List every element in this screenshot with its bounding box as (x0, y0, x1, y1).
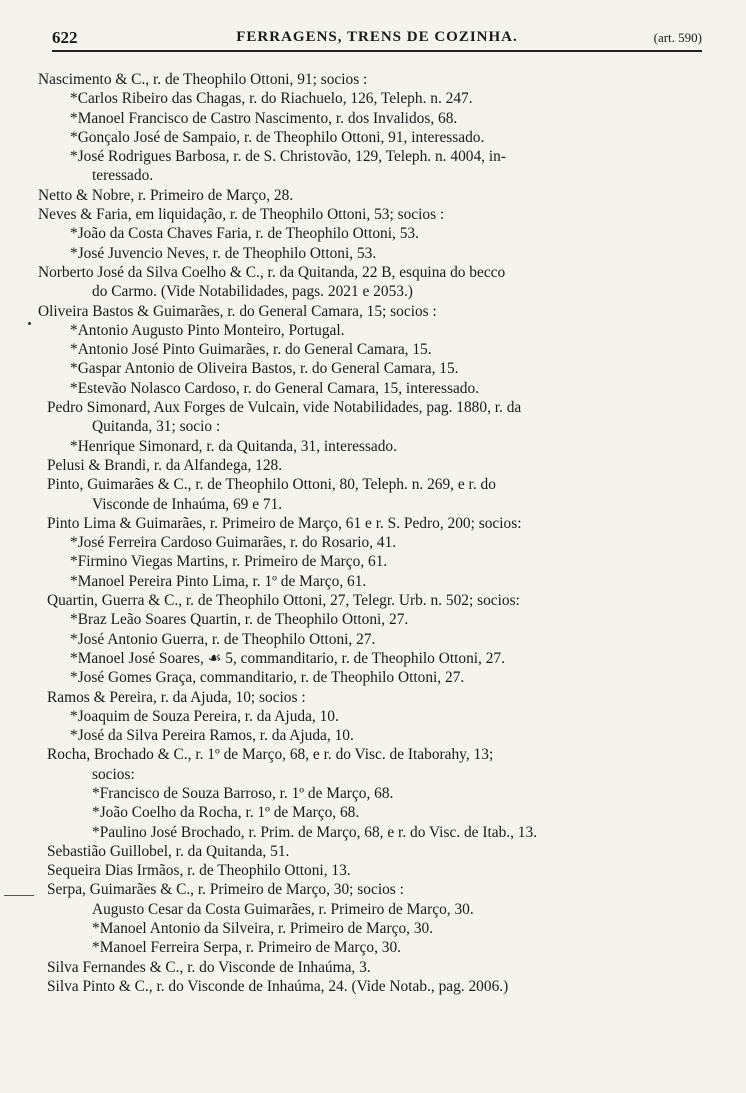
entry-line: Visconde de Inhaúma, 69 e 71. (92, 495, 283, 513)
entry-line: Ramos & Pereira, r. da Ajuda, 10; socios : (47, 688, 306, 706)
entry-line: *José Ferreira Cardoso Guimarães, r. do Rosario, 41. (70, 534, 397, 552)
entry-line: *Joaquim de Souza Pereira, r. da Ajuda, 10. (70, 707, 339, 725)
entry-line: teressado. (92, 167, 154, 185)
entry-line: *Antonio Augusto Pinto Monteiro, Portugal. (70, 321, 345, 339)
entry-line: Nascimento & C., r. de Theophilo Ottoni, 91; socios : (38, 71, 368, 88)
entry-line: *José Juvencio Neves, r. de Theophilo Ottoni, 53. (70, 244, 377, 262)
entry-line: *José Rodrigues Barbosa, r. de S. Christovão, 129, Teleph. n. 4004, in- (70, 148, 506, 166)
entry-line: *Antonio José Pinto Guimarães, r. do General Camara, 15. (70, 341, 432, 359)
margin-dash (4, 895, 34, 896)
entry-line: *Estevão Nolasco Cardoso, r. do General Camara, 15, interessado. (70, 379, 480, 397)
entry-line: Serpa, Guimarães & C., r. Primeiro de Março, 30; socios : (47, 881, 404, 899)
entry-line: *José da Silva Pereira Ramos, r. da Ajuda, 10. (70, 727, 354, 745)
entry-line: Norberto José da Silva Coelho & C., r. da Quitanda, 22 B, esquina do becco (38, 263, 506, 281)
entry-line: *Braz Leão Soares Quartin, r. de Theophilo Ottoni, 27. (70, 611, 409, 629)
entry-line: Pinto, Guimarães & C., r. de Theophilo Ottoni, 80, Teleph. n. 269, e r. do (47, 476, 496, 494)
entry-line: *José Antonio Guerra, r. de Theophilo Ottoni, 27. (70, 630, 376, 648)
running-header (52, 28, 702, 52)
entry-line: *João da Costa Chaves Faria, r. de Theophilo Ottoni, 53. (70, 225, 419, 243)
entry-line: Quitanda, 31; socio : (92, 418, 221, 436)
entry-line: do Carmo. (Vide Notabilidades, pags. 2021 e 2053.) (92, 283, 413, 301)
directory-listing (34, 70, 694, 996)
entry-line: *Manoel Ferreira Serpa, r. Primeiro de Março, 30. (92, 939, 401, 957)
entry-line: Rocha, Brochado & C., r. 1º de Março, 68, e r. do Visc. de Itaborahy, 13; (47, 746, 494, 764)
entry-line: Augusto Cesar da Costa Guimarães, r. Primeiro de Março, 30. (92, 900, 474, 918)
entry-line: Netto & Nobre, r. Primeiro de Março, 28. (38, 186, 294, 204)
entry-line: *João Coelho da Rocha, r. 1º de Março, 68. (92, 804, 360, 822)
margin-mark (28, 322, 31, 325)
entry-line: Pedro Simonard, Aux Forges de Vulcain, vide Notabilidades, pag. 1880, r. da (47, 399, 522, 417)
entry-line: socios: (92, 765, 135, 783)
entry-line: *Firmino Viegas Martins, r. Primeiro de Março, 61. (70, 553, 388, 571)
entry-line: Neves & Faria, em liquidação, r. de Theophilo Ottoni, 53; socios : (38, 206, 445, 224)
entry-line: *José Gomes Graça, commanditario, r. de Theophilo Ottoni, 27. (70, 669, 465, 687)
page-title: FERRAGENS, TRENS DE COZINHA. (236, 29, 518, 45)
entry-line: Sebastião Guillobel, r. da Quitanda, 51. (47, 842, 290, 860)
entry-line: *Paulino José Brochado, r. Prim. de Março, 68, e r. do Visc. de Itab., 13. (92, 823, 538, 841)
entry-line: Pelusi & Brandi, r. da Alfandega, 128. (47, 456, 283, 474)
entry-line: Pinto Lima & Guimarães, r. Primeiro de Março, 61 e r. S. Pedro, 200; socios: (47, 514, 522, 532)
entry-line: Sequeira Dias Irmãos, r. de Theophilo Ottoni, 13. (47, 862, 351, 880)
entry-line: *Gaspar Antonio de Oliveira Bastos, r. do General Camara, 15. (70, 360, 459, 378)
entry-line: Silva Fernandes & C., r. do Visconde de Inhaúma, 3. (47, 958, 371, 976)
entry-line: *Manoel José Soares, ☙ 5, commanditario, r. de Theophilo Ottoni, 27. (70, 649, 505, 667)
entry-line: Oliveira Bastos & Guimarães, r. do General Camara, 15; socios : (38, 302, 437, 320)
entry-line: *Manoel Francisco de Castro Nascimento, r. dos Invalidos, 68. (70, 109, 458, 127)
entry-line: *Carlos Ribeiro das Chagas, r. do Riachuelo, 126, Teleph. n. 247. (70, 90, 473, 108)
entry-line: *Francisco de Souza Barroso, r. 1º de Março, 68. (92, 784, 394, 802)
entry-line: Silva Pinto & C., r. do Visconde de Inhaúma, 24. (Vide Notab., pag. 2006.) (47, 977, 509, 995)
entry-line: *Henrique Simonard, r. da Quitanda, 31, interessado. (70, 437, 397, 455)
entry-line: *Gonçalo José de Sampaio, r. de Theophilo Ottoni, 91, interessado. (70, 128, 485, 146)
entry-line: *Manoel Pereira Pinto Lima, r. 1º de Março, 61. (70, 572, 367, 590)
entry-line: Quartin, Guerra & C., r. de Theophilo Ottoni, 27, Telegr. Urb. n. 502; socios: (47, 592, 520, 610)
entry-line: *Manoel Antonio da Silveira, r. Primeiro de Março, 30. (92, 920, 434, 938)
page-number: 622 (52, 28, 78, 47)
article-reference: (art. 590) (653, 30, 702, 45)
